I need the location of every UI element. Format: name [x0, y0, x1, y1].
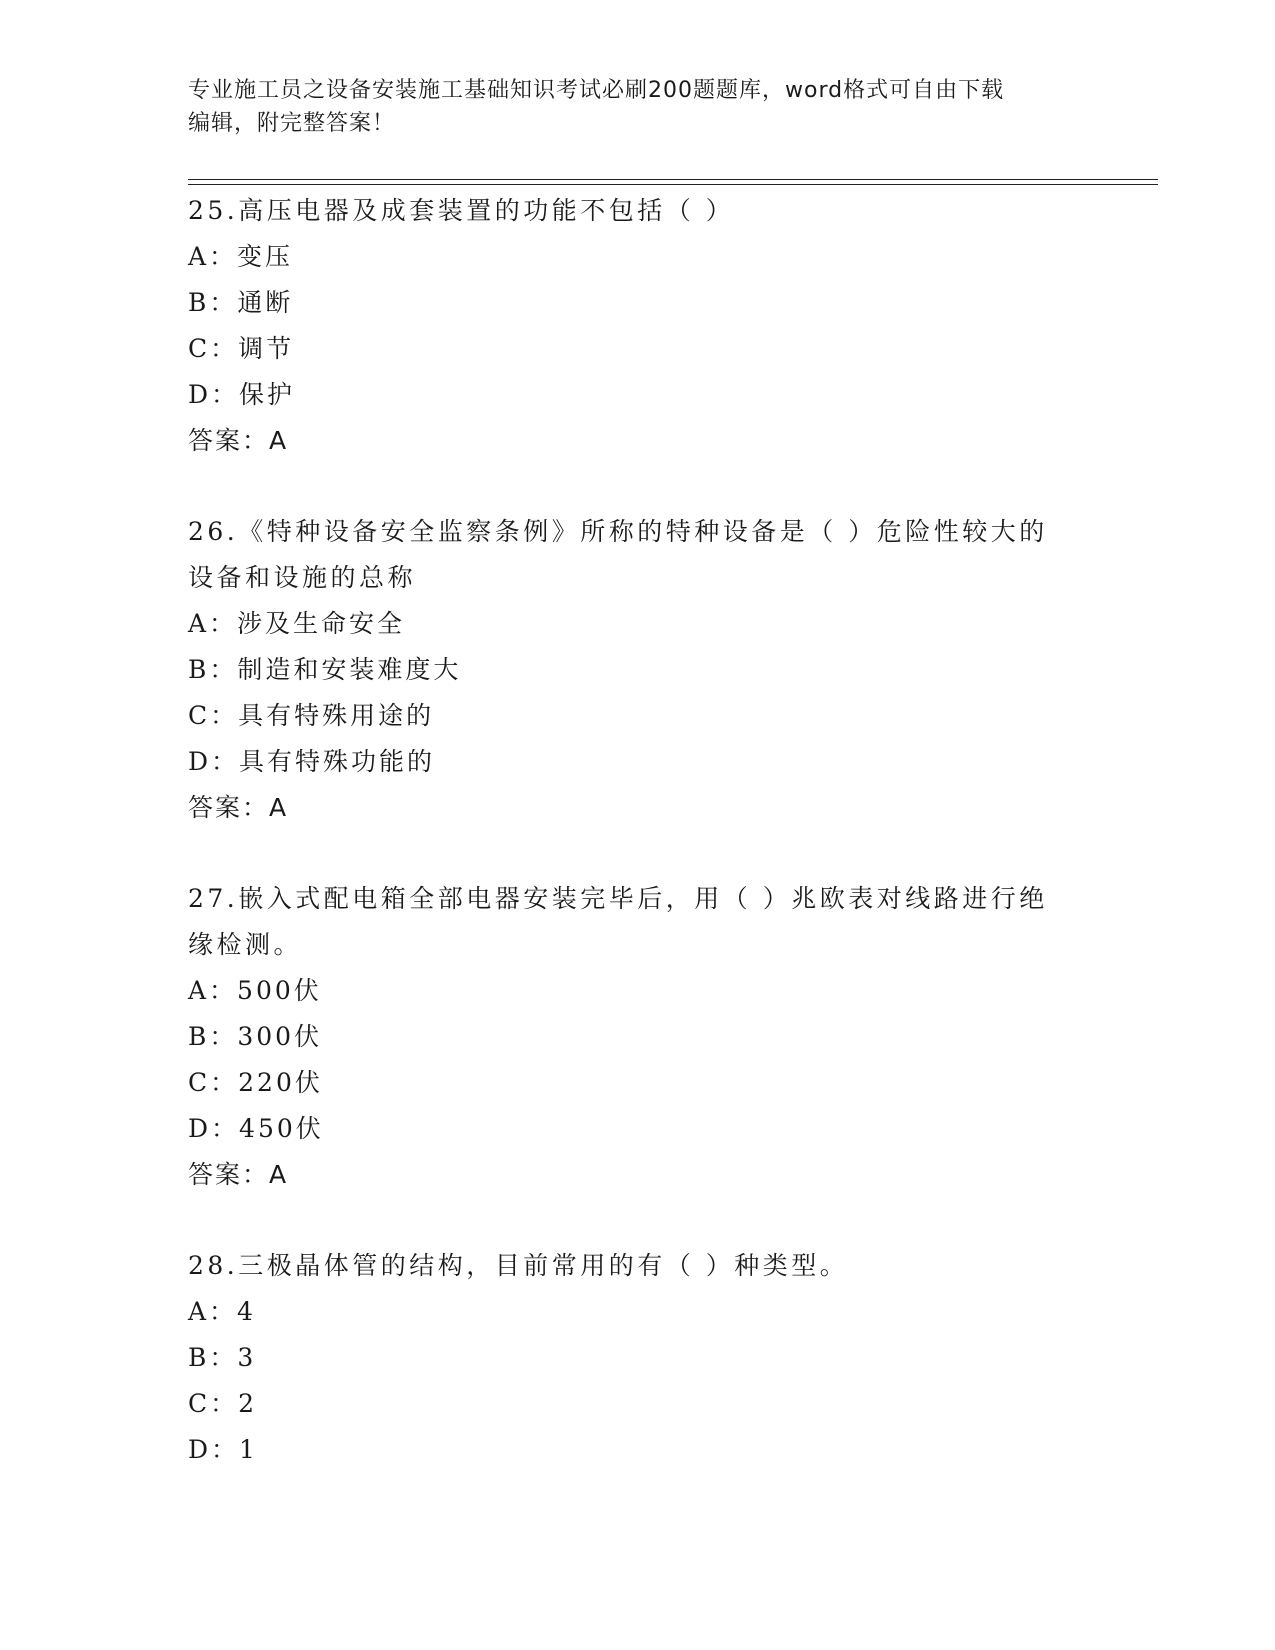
option-c: C：220伏	[188, 1068, 323, 1097]
question-text: 25.高压电器及成套装置的功能不包括（ ）	[188, 196, 735, 225]
question-27	[188, 876, 1068, 1198]
question-text: 26.《特种设备安全监察条例》所称的特种设备是（ ）危险性较大的设备和设施的总称	[188, 517, 1048, 592]
question-text: 28.三极晶体管的结构，目前常用的有（ ）种类型。	[188, 1251, 849, 1280]
document-header	[188, 74, 1068, 140]
question-28	[188, 1243, 1068, 1473]
option-d: D：保护	[188, 380, 296, 409]
question-list	[188, 188, 1068, 1518]
option-b: B：300伏	[188, 1022, 323, 1051]
option-b: B：制造和安装难度大	[188, 655, 462, 684]
answer-text: 答案：A	[188, 426, 289, 455]
option-a: A：4	[188, 1297, 256, 1326]
question-text: 27.嵌入式配电箱全部电器安装完毕后，用（ ）兆欧表对线路进行绝缘检测。	[188, 884, 1048, 959]
option-a: A：变压	[188, 242, 294, 271]
option-b: B：3	[188, 1343, 257, 1372]
header-divider-bottom	[188, 184, 1158, 185]
answer-text: 答案：A	[188, 1160, 289, 1189]
header-line-2: 编辑，附完整答案！	[188, 111, 396, 136]
header-divider-top	[188, 179, 1158, 180]
option-a: A：500伏	[188, 976, 322, 1005]
option-b: B：通断	[188, 288, 294, 317]
option-d: D：1	[188, 1435, 258, 1464]
option-c: C：具有特殊用途的	[188, 701, 435, 730]
question-25	[188, 188, 1068, 464]
answer-text: 答案：A	[188, 793, 289, 822]
header-line-1: 专业施工员之设备安装施工基础知识考试必刷200题题库，word格式可自由下载	[188, 78, 1005, 103]
question-26	[188, 509, 1068, 831]
option-a: A：涉及生命安全	[188, 609, 406, 638]
option-d: D：450伏	[188, 1114, 324, 1143]
option-d: D：具有特殊功能的	[188, 747, 436, 776]
option-c: C：2	[188, 1389, 258, 1418]
option-c: C：调节	[188, 334, 295, 363]
